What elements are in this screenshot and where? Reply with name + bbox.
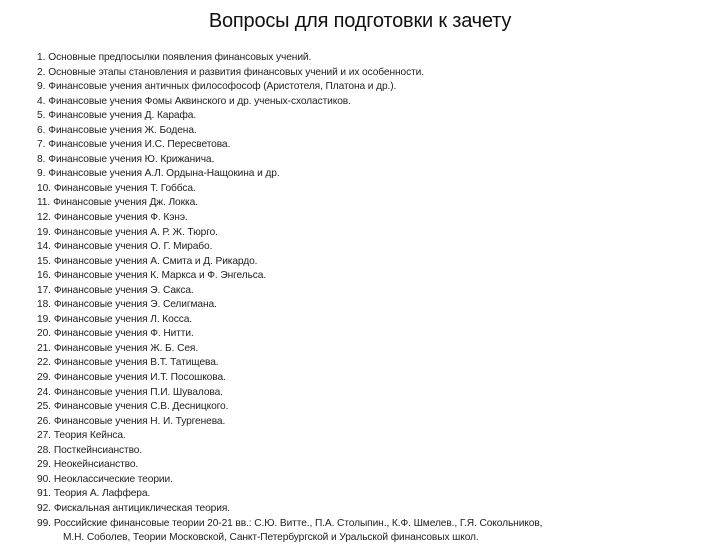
list-item [37, 517, 542, 546]
list-item [37, 196, 542, 211]
item-text: Теория Кейнса. [53, 430, 126, 442]
list-item [37, 356, 542, 371]
item-number: 2. [37, 66, 46, 78]
list-item [37, 313, 542, 328]
item-number: 6. [37, 124, 46, 136]
list-item [37, 109, 542, 124]
item-number: 17. [37, 284, 51, 296]
item-text: Российские финансовые теории 20-21 вв.: С.Ю. Витте., П.А. Столыпин., К.Ф. Шмелев., Г.Я. Сокольников, [53, 517, 543, 529]
item-number: 21. [37, 342, 51, 354]
questions-list [37, 51, 542, 546]
list-item [37, 327, 542, 342]
item-text: Финансовые учения Ж. Бодена. [48, 124, 197, 136]
item-number: 8. [37, 153, 46, 165]
item-text: Финансовые учения Дж. Локка. [53, 197, 198, 209]
list-item [37, 487, 542, 502]
item-text: Финансовые учения античных философософ (Аристотеля, Платона и др.). [48, 81, 397, 93]
list-item [37, 298, 542, 313]
item-text: Основные этапы становления и развития финансовых учений и их особенности. [48, 66, 424, 78]
list-item [37, 66, 542, 81]
item-text: Неокейнсианство. [53, 459, 139, 471]
item-text: Неоклассические теории. [53, 473, 173, 485]
item-number: 4. [37, 95, 46, 107]
list-item [37, 211, 542, 226]
item-number: 15. [37, 255, 51, 267]
list-item [37, 182, 542, 197]
item-number: 91. [37, 488, 51, 500]
item-number: 99. [37, 517, 51, 529]
item-number: 92. [37, 502, 51, 514]
item-text: Финансовые учения А. Смита и Д. Рикардо. [53, 255, 258, 267]
item-number: 18. [37, 299, 51, 311]
item-number: 5. [37, 110, 46, 122]
list-item [37, 51, 542, 66]
item-text: Финансовые учения И.Т. Посошкова. [53, 372, 226, 384]
list-item [37, 226, 542, 241]
item-number: 29. [37, 459, 51, 471]
item-number: 25. [37, 401, 51, 413]
item-text: Теория А. Лаффера. [53, 488, 151, 500]
item-number: 20. [37, 328, 51, 340]
list-item [37, 444, 542, 459]
item-text: Финансовые учения Н. И. Тургенева. [53, 415, 226, 427]
list-item [37, 458, 542, 473]
item-text-continuation: М.Н. Соболев, Теории Московской, Санкт-Петербургской и Уральской финансовых школ. [63, 532, 479, 544]
list-item [37, 473, 542, 488]
item-text: Финансовые учения А. Р. Ж. Тюрго. [53, 226, 218, 238]
list-item [37, 240, 542, 255]
item-number: 19. [37, 313, 51, 325]
list-item [37, 80, 542, 95]
item-number: 19. [37, 226, 51, 238]
item-text: Финансовые учения Т. Гоббса. [53, 182, 196, 194]
item-number: 11. [37, 197, 51, 209]
list-item [37, 429, 542, 444]
item-text: Основные предпосылки появления финансовых учений. [48, 52, 312, 63]
item-number: 22. [37, 357, 51, 369]
item-text: Финансовые учения Д. Карафа. [48, 110, 197, 122]
item-text: Финансовые учения Ж. Б. Сея. [53, 342, 199, 354]
item-text: Финансовые учения Ф. Кэнэ. [53, 212, 188, 224]
item-number: 28. [37, 444, 51, 456]
item-number: 16. [37, 270, 51, 282]
item-number: 12. [37, 212, 51, 224]
list-item [37, 167, 542, 182]
list-item [37, 255, 542, 270]
list-item [37, 371, 542, 386]
item-number: 1. [37, 52, 46, 63]
item-text: Финансовые учения И.С. Пересветова. [48, 139, 231, 151]
list-item [37, 269, 542, 284]
item-number: 9. [37, 168, 46, 180]
item-number: 9. [37, 81, 46, 93]
item-text: Финансовые учения О. Г. Мирабо. [53, 241, 213, 253]
item-text: Финансовые учения Фомы Аквинского и др. ученых-схоластиков. [48, 95, 351, 107]
item-text: Фискальная антициклическая теория. [53, 502, 230, 514]
list-item [37, 386, 542, 401]
item-text: Финансовые учения Л. Косса. [53, 313, 192, 325]
item-text: Финансовые учения В.Т. Татищева. [53, 357, 219, 369]
item-text: Финансовые учения С.В. Десницкого. [53, 401, 229, 413]
item-text: Финансовые учения Ю. Крижанича. [48, 153, 215, 165]
item-number: 10. [37, 182, 51, 194]
list-item [37, 342, 542, 357]
item-text: Посткейнсианство. [53, 444, 143, 456]
list-item [37, 284, 542, 299]
item-text: Финансовые учения Э. Селигмана. [53, 299, 217, 311]
item-number: 27. [37, 430, 51, 442]
item-number: 7. [37, 139, 46, 151]
item-number: 24. [37, 386, 51, 398]
page-title: Вопросы для подготовки к зачету [208, 10, 512, 32]
list-item [37, 124, 542, 139]
list-item [37, 400, 542, 415]
item-number: 29. [37, 372, 51, 384]
item-number: 90. [37, 473, 51, 485]
item-text: Финансовые учения К. Маркса и Ф. Энгельса. [53, 270, 267, 282]
list-item [37, 415, 542, 430]
item-text: Финансовые учения Ф. Нитти. [53, 328, 194, 340]
list-item [37, 502, 542, 517]
item-number: 14. [37, 241, 51, 253]
item-text: Финансовые учения П.И. Шувалова. [53, 386, 223, 398]
list-item [37, 95, 542, 110]
item-number: 26. [37, 415, 51, 427]
list-item [37, 138, 542, 153]
item-text: Финансовые учения А.Л. Ордына-Нащокина и др. [48, 168, 280, 180]
item-text: Финансовые учения Э. Сакса. [53, 284, 194, 296]
list-item [37, 153, 542, 168]
